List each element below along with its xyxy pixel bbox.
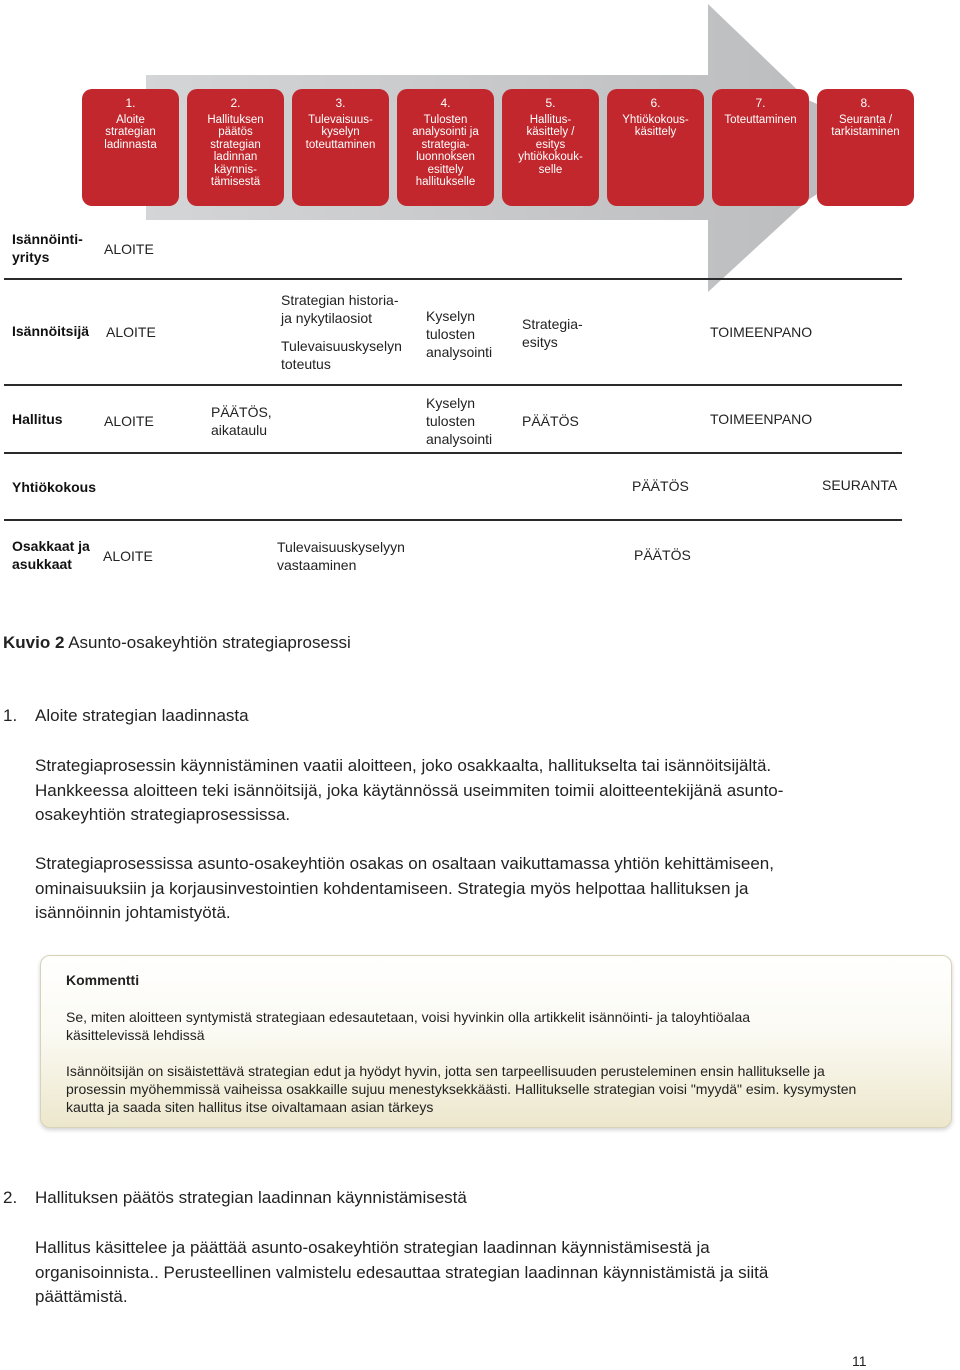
step-1: 1. Aloite strategian ladinnasta bbox=[82, 89, 179, 206]
section2-number: 2. bbox=[3, 1188, 18, 1207]
cell-toimeenpano: TOIMEENPANO bbox=[710, 411, 813, 427]
row-label-yhtiokokous: Yhtiökokous bbox=[12, 479, 97, 495]
page-number: 11 bbox=[852, 1353, 867, 1369]
cell-aloite: ALOITE bbox=[103, 548, 153, 564]
row-label-isannointiyritys: Isännöinti- yritys bbox=[12, 231, 83, 265]
cell-paatos: PÄÄTÖS bbox=[634, 547, 691, 563]
step-7: 7. Toteuttaminen bbox=[712, 89, 809, 206]
comment-box bbox=[40, 955, 952, 1128]
row-divider bbox=[4, 452, 902, 454]
cell-aloite: ALOITE bbox=[106, 324, 156, 340]
cell-toimeenpano: TOIMEENPANO bbox=[710, 324, 813, 340]
section1-heading: Aloite strategian laadinnasta bbox=[35, 706, 249, 725]
row-label-hallitus: Hallitus bbox=[12, 411, 63, 427]
section1-paragraph-1: Strategiaprosessin käynnistäminen vaatii aloitteen, joko osakkaalta, hallitukselta tai isännöitsijältä. Hankkeessa aloitteen teki isännöitsijä, joka käytännössä useimmiten toimii aloitteentekijänä asunto- osakeyhtiön strategiaprosessissa. bbox=[35, 756, 784, 824]
cell-kyselyyn-vastaaminen: Tulevaisuuskyselyyn vastaaminen bbox=[277, 539, 405, 573]
cell-seuranta: SEURANTA bbox=[822, 477, 898, 493]
cell-paatos: PÄÄTÖS bbox=[632, 478, 689, 494]
row-label-osakkaat: Osakkaat ja asukkaat bbox=[12, 538, 90, 572]
step-4: 4. Tulosten analysointi ja strategia- luonnoksen esittely hallitukselle bbox=[397, 89, 494, 206]
cell-kysely-toteutus: Tulevaisuuskyselyn toteutus bbox=[281, 338, 402, 372]
cell-strategiaesitys: Strategia- esitys bbox=[522, 316, 583, 350]
comment-title: Kommentti bbox=[66, 972, 140, 988]
cell-analysointi: Kyselyn tulosten analysointi bbox=[426, 308, 493, 360]
section1-paragraph-2: Strategiaprosessissa asunto-osakeyhtiön osakas on osaltaan vaikuttamassa yhtiön kehittämiseen, ominaisuuksiin ja korjausinvestointien kohdentamiseen. Strategia myös helpottaa hallituksen ja isännöinnin johtamistyötä. bbox=[35, 854, 774, 922]
comment-paragraph-1: Se, miten aloitteen syntymistä strategiaan edesautetaan, voisi hyvinkin olla artikkelit isännöinti- ja taloyhtiöalaa käsittelevissä lehdissä bbox=[66, 1009, 751, 1043]
cell-paatos: PÄÄTÖS bbox=[522, 413, 579, 429]
comment-paragraph-2: Isännöitsijän on sisäistettävä strategian edut ja hyödyt hyvin, jotta sen tarpeellisuuden perusteleminen ensin hallitukselle ja prosessin myöhemmissä vaiheissa osakkaille sujuu menestyksekkäästi. Hallitukselle strategian voisi "myydä" esim. kysymysten kautta ja saada siten hallitus itse oivaltamaan asian tärkeys bbox=[66, 1063, 857, 1115]
row-divider bbox=[4, 278, 902, 280]
caption-text: Asunto-osakeyhtiön strategiaprosessi bbox=[64, 633, 351, 652]
figure-caption bbox=[3, 633, 351, 653]
step-6: 6. Yhtiökokous- käsittely bbox=[607, 89, 704, 206]
cell-analysointi: Kyselyn tulosten analysointi bbox=[426, 395, 493, 447]
section1-number: 1. bbox=[3, 706, 18, 725]
section2-heading: Hallituksen päätös strategian laadinnan käynnistämisestä bbox=[35, 1188, 467, 1207]
step-3: 3. Tulevaisuus- kyselyn toteuttaminen bbox=[292, 89, 389, 206]
step-5: 5. Hallitus- käsittely / esitys yhtiökokouk- selle bbox=[502, 89, 599, 206]
row-divider bbox=[4, 519, 902, 521]
cell-aloite: ALOITE bbox=[104, 413, 154, 429]
caption-label: Kuvio 2 bbox=[3, 633, 65, 652]
section2-paragraph-1: Hallitus käsittelee ja päättää asunto-osakeyhtiön strategian laadinnan käynnistämisestä ja organisoinnista.. Perusteellinen valmistelu edesauttaa strategian laadinnan käynnistämistä ja siitä päättämistä. bbox=[35, 1238, 769, 1306]
step-2: 2. Hallituksen päätös strategian ladinnan käynnis- tämisestä bbox=[187, 89, 284, 206]
step-8: 8. Seuranta / tarkistaminen bbox=[817, 89, 914, 206]
row-label-isannoitsija: Isännöitsijä bbox=[12, 323, 90, 339]
row-divider bbox=[4, 384, 902, 386]
cell-aloite: ALOITE bbox=[104, 241, 154, 257]
cell-historia: Strategian historia- ja nykytilaosiot bbox=[281, 292, 399, 326]
cell-paatos-aikataulu: PÄÄTÖS, aikataulu bbox=[211, 404, 272, 438]
